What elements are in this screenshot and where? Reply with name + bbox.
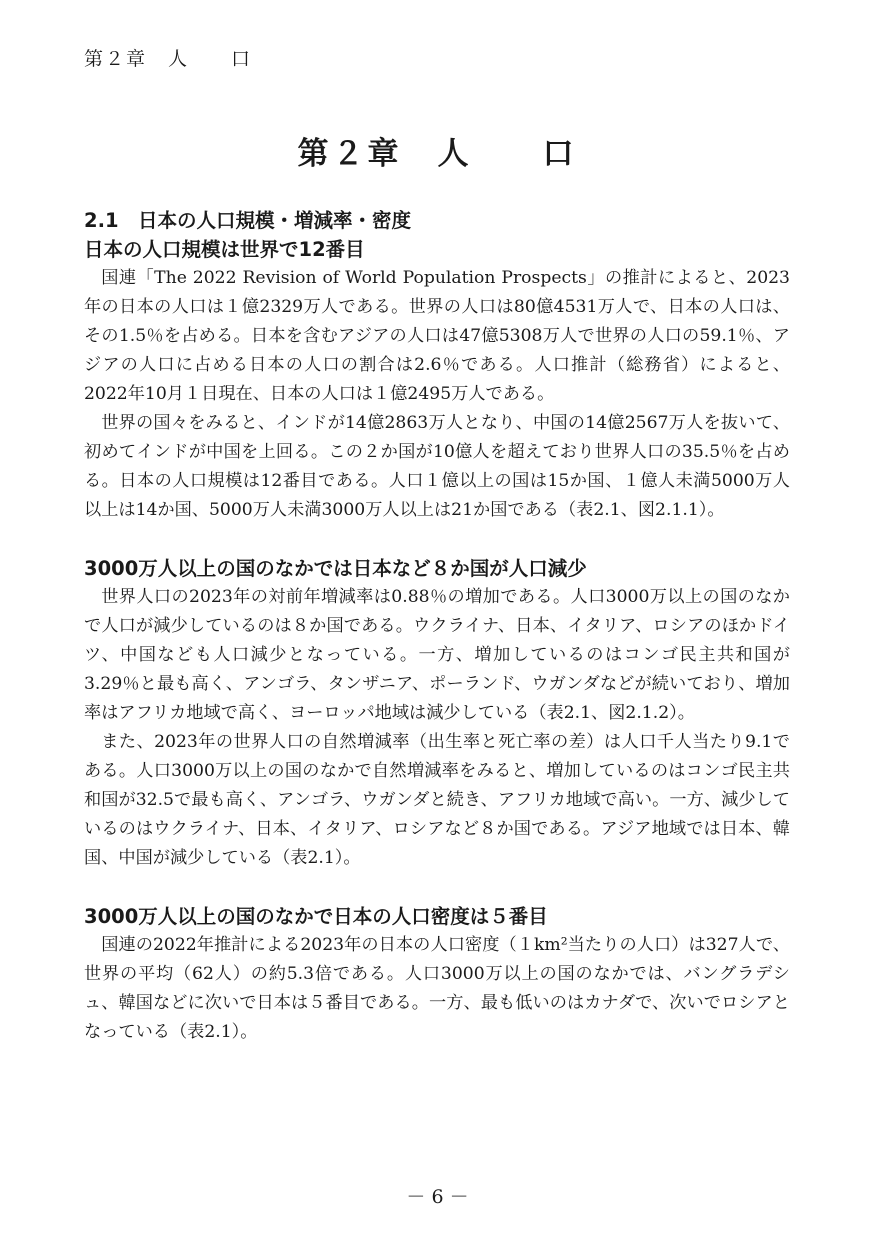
running-header: 第２章 人 口 [84,48,253,70]
paragraph: 国連「The 2022 Revision of World Population Prospects」の推計によると、2023年の日本の人口は１億2329万人である。世界の人口は80億4531万人で、日本の人口は、その1.5％を占める。日本を含むアジアの人口は47億5308万人で世界の人口の59.1％、アジアの人口に占める日本の人口の割合は2.6％である。人口推計（総務省）によると、2022年10月１日現在、日本の人口は１億2495万人である。 [84,268,790,404]
paragraph: 世界人口の2023年の対前年増減率は0.88％の増加である。人口3000万以上の国のなかで人口が減少しているのは８か国である。ウクライナ、日本、イタリア、ロシアのほかドイツ、中国なども人口減少となっている。一方、増加しているのはコンゴ民主共和国が3.29％と最も高く、アンゴラ、タンザニア、ポーランド、ウガンダなどが続いており、増加率はアフリカ地域で高く、ヨーロッパ地域は減少している（表2.1、図2.1.2）。 [84,587,790,723]
subsection-heading: 3000万人以上の国のなかでは日本など８か国が人口減少 [84,557,587,580]
section-heading: 2.1 日本の人口規模・増減率・密度 [84,209,412,232]
spacer [84,525,790,554]
chapter-title: 第２章 人 口 [297,136,578,172]
subsection-heading: 日本の人口規模は世界で12番目 [84,238,365,261]
paragraph: 国連の2022年推計による2023年の日本の人口密度（１km²当たりの人口）は327人で、世界の平均（62人）の約5.3倍である。人口3000万以上の国のなかでは、バングラデシュ、韓国などに次いで日本は５番目である。一方、最も低いのはカナダで、次いでロシアとなっている（表2.1）。 [84,935,790,1042]
document-body [84,206,790,1047]
subsection-heading: 3000万人以上の国のなかで日本の人口密度は５番目 [84,905,548,928]
page-number: － 6 － [406,1186,469,1208]
paragraph: 世界の国々をみると、インドが14億2863万人となり、中国の14億2567万人を抜いて、初めてインドが中国を上回る。この２か国が10億人を超えており世界人口の35.5％を占める。日本の人口規模は12番目である。人口１億以上の国は15か国、１億人未満5000万人以上は14か国、5000万人未満3000万人以上は21か国である（表2.1、図2.1.1）。 [84,413,790,520]
paragraph: また、2023年の世界人口の自然増減率（出生率と死亡率の差）は人口千人当たり9.1である。人口3000万以上の国のなかで自然増減率をみると、増加しているのはコンゴ民主共和国が32.5で最も高く、アンゴラ、ウガンダと続き、アフリカ地域で高い。一方、減少しているのはウクライナ、日本、イタリア、ロシアなど８か国である。アジア地域では日本、韓国、中国が減少している（表2.1）。 [84,732,790,868]
spacer [84,873,790,902]
